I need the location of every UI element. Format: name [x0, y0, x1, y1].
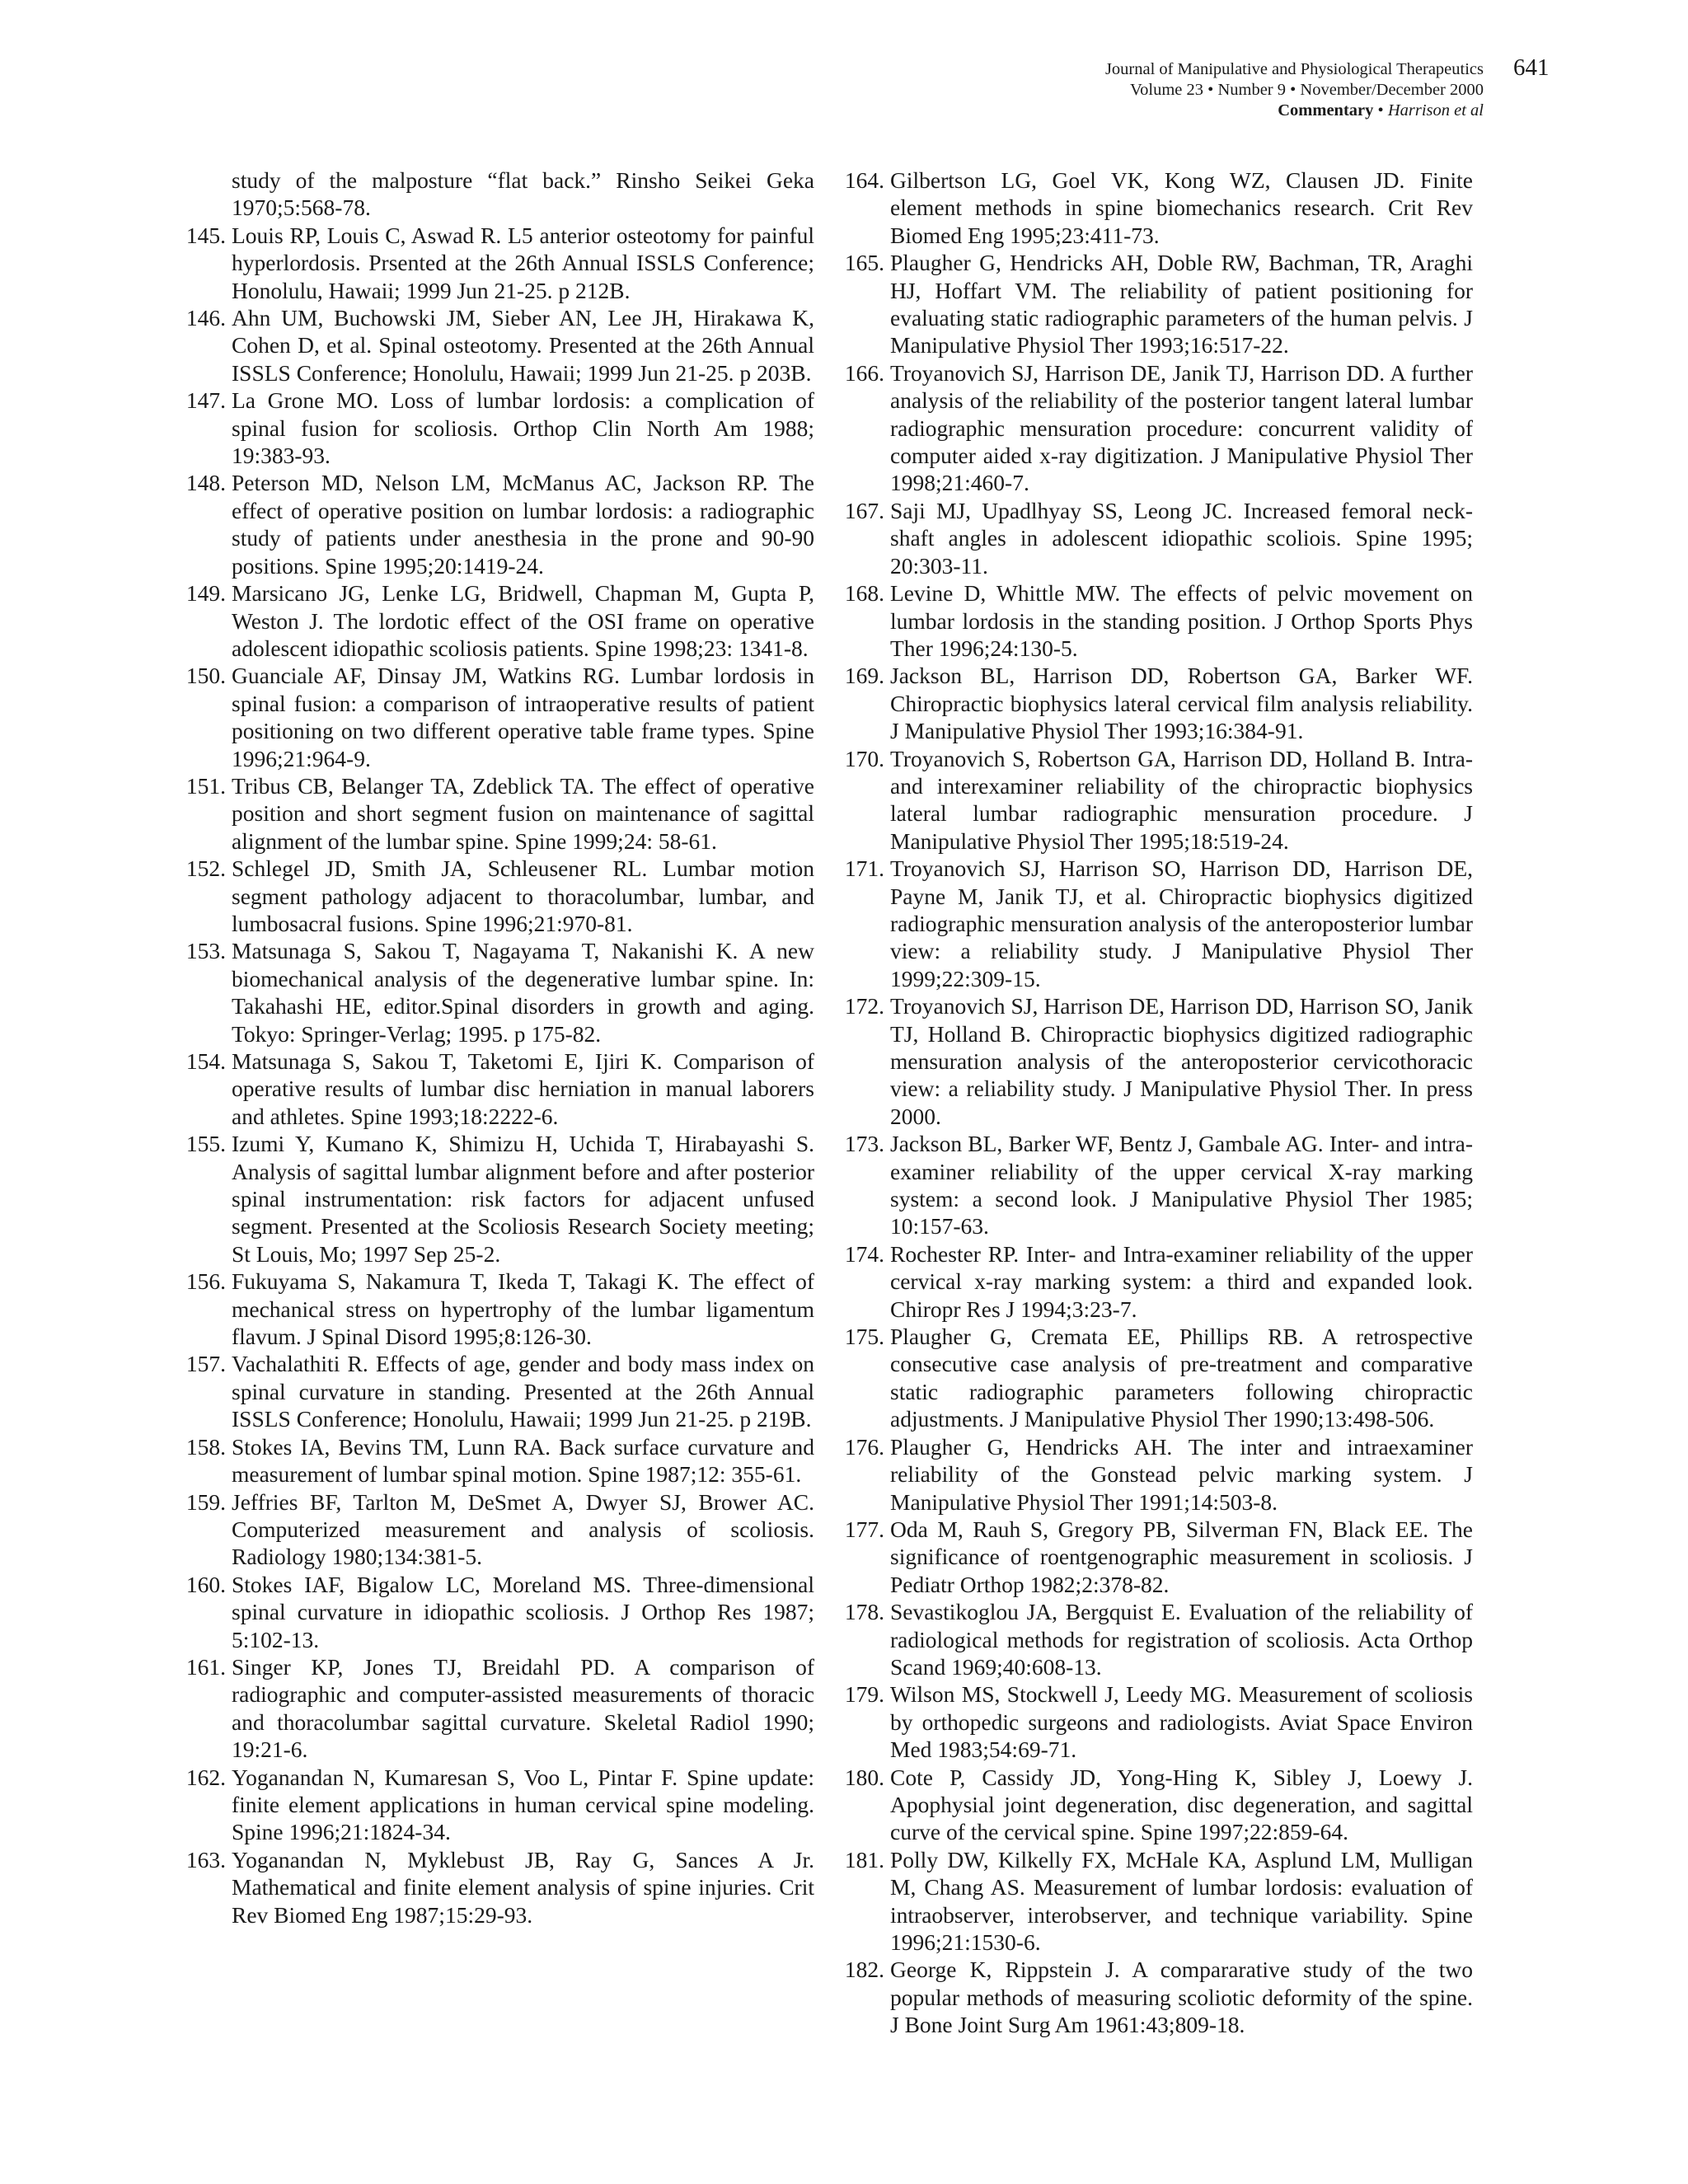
- reference-text: Levine D, Whittle MW. The effects of pelvic movement on lumbar lordosis in the standing position. J Orthop Sports Phys Ther 1996;24:130-5.: [890, 580, 1473, 661]
- reference-continuation: [195, 166, 814, 222]
- reference-item: [844, 992, 1473, 1130]
- reference-number: 150.: [185, 663, 226, 689]
- reference-item: [185, 387, 814, 469]
- reference-item: [185, 1433, 814, 1488]
- reference-number: 182.: [844, 1957, 884, 1983]
- reference-number: 162.: [185, 1764, 226, 1790]
- reference-item: [844, 662, 1473, 744]
- reference-text: Fukuyama S, Nakamura T, Ikeda T, Takagi K. The effect of mechanical stress on hypertrophy of the lumbar ligamentum flavum. J Spinal Disord 1995;8:126-30.: [232, 1268, 814, 1350]
- reference-item: [844, 1598, 1473, 1680]
- reference-text: Rochester RP. Inter- and Intra-examiner reliability of the upper cervical x-ray marking system: a third and expanded look. Chiropr Res J 1994;3:23-7.: [890, 1240, 1473, 1322]
- reference-text: Stokes IAF, Bigalow LC, Moreland MS. Three-dimensional spinal curvature in idiopathic scoliosis. J Orthop Res 1987; 5:102-13.: [232, 1571, 814, 1652]
- reference-text: Polly DW, Kilkelly FX, McHale KA, Asplund LM, Mulligan M, Chang AS. Measurement of lumbar lordosis: evaluation of intraobserver, interobserver, and technique variability. Spine 1996;21:1530-6.: [890, 1846, 1473, 1955]
- reference-text: Ahn UM, Buchowski JM, Sieber AN, Lee JH, Hirakawa K, Cohen D, et al. Spinal osteotomy. Presented at the 26th Annual ISSLS Conference; Honolulu, Hawaii; 1999 Jun 21-25. p 203B.: [232, 305, 814, 386]
- reference-number: 174.: [844, 1240, 884, 1267]
- reference-item: [844, 1516, 1473, 1598]
- reference-text: Plaugher G, Hendricks AH. The inter and intraexaminer reliability of the Gonstead pelvic marking system. J Manipulative Physiol Ther 1991;14:503-8.: [890, 1433, 1473, 1515]
- reference-text: Singer KP, Jones TJ, Breidahl PD. A comparison of radiographic and computer-assisted measurements of thoracic and thoracolumbar sagittal curvature. Skeletal Radiol 1990; 19:21-6.: [232, 1653, 814, 1763]
- reference-column-right: [844, 166, 1473, 2039]
- reference-item: [185, 1764, 814, 1846]
- reference-number: 151.: [185, 772, 226, 799]
- reference-number: 166.: [844, 359, 884, 386]
- reference-item: [185, 1571, 814, 1653]
- reference-text: George K, Rippstein J. A compararative study of the two popular methods of measuring scoliotic deformity of the spine. J Bone Joint Surg Am 1961:43;809-18.: [890, 1957, 1473, 2038]
- reference-item: [185, 937, 814, 1047]
- reference-text: Izumi Y, Kumano K, Shimizu H, Uchida T, Hirabayashi S. Analysis of sagittal lumbar alignment before and after posterior spinal instrumentation: risk factors for adjacent unfused segment. Presented at the Scoliosis Research Society meeting; St Louis, Mo; 1997 Sep 25-2.: [232, 1131, 814, 1267]
- reference-text: Troyanovich SJ, Harrison DE, Harrison DD, Harrison SO, Janik TJ, Holland B. Chiropractic biophysics digitized radiographic mensuration analysis of the anteroposterior cervicothoracic view: a reliability study. J Manipulative Physiol Ther. In press 2000.: [890, 993, 1473, 1129]
- reference-number: 160.: [185, 1571, 226, 1597]
- reference-item: [185, 1846, 814, 1929]
- article-section: [742, 101, 1484, 121]
- reference-text: Yoganandan N, Kumaresan S, Voo L, Pintar F. Spine update: finite element applications in human cervical spine modeling. Spine 1996;21:1824-34.: [232, 1764, 814, 1845]
- reference-number: 148.: [185, 470, 226, 496]
- reference-number: 159.: [185, 1488, 226, 1515]
- reference-item: [844, 1240, 1473, 1323]
- reference-text: Tribus CB, Belanger TA, Zdeblick TA. The effect of operative position and short segment fusion on maintenance of sagittal alignment of the lumbar spine. Spine 1999;24: 58-61.: [232, 772, 814, 854]
- section-separator: •: [1373, 101, 1388, 120]
- reference-text: Jackson BL, Barker WF, Bentz J, Gambale AG. Inter- and intra-examiner reliability of the upper cervical X-ray marking system: a second look. J Manipulative Physiol Ther 1985; 10:157-63.: [890, 1131, 1473, 1240]
- reference-number: 175.: [844, 1324, 884, 1350]
- reference-number: 173.: [844, 1131, 884, 1157]
- reference-item: [185, 1350, 814, 1432]
- reference-text: Jackson BL, Harrison DD, Robertson GA, Barker WF. Chiropractic biophysics lateral cervical film analysis reliability. J Manipulative Physiol Ther 1993;16:384-91.: [890, 663, 1473, 744]
- reference-item: [185, 304, 814, 387]
- reference-number: 167.: [844, 497, 884, 523]
- reference-number: 171.: [844, 855, 884, 882]
- reference-number: 147.: [185, 387, 226, 414]
- reference-number: 155.: [185, 1131, 226, 1157]
- reference-text: Louis RP, Louis C, Aswad R. L5 anterior osteotomy for painful hyperlordosis. Prsented at the 26th Annual ISSLS Conference; Honolulu, Hawaii; 1999 Jun 21-25. p 212B.: [232, 222, 814, 303]
- reference-text: Cote P, Cassidy JD, Yong-Hing K, Sibley J, Loewy J. Apophysial joint degeneration, disc degeneration, and sagittal curve of the cervical spine. Spine 1997;22:859-64.: [890, 1764, 1473, 1845]
- reference-number: 178.: [844, 1599, 884, 1625]
- reference-item: [185, 1653, 814, 1764]
- reference-text: Plaugher G, Cremata EE, Phillips RB. A retrospective consecutive case analysis of pre-treatment and comparative static radiographic parameters following chiropractic adjustments. J Manipulative Physiol Ther 1990;13:498-506.: [890, 1324, 1473, 1432]
- reference-item: [844, 1323, 1473, 1433]
- reference-item: [844, 1956, 1473, 2038]
- reference-number: 158.: [185, 1433, 226, 1460]
- reference-number: 156.: [185, 1268, 226, 1295]
- reference-item: [185, 579, 814, 662]
- reference-item: [185, 1047, 814, 1130]
- reference-text: Peterson MD, Nelson LM, McManus AC, Jackson RP. The effect of operative position on lumbar lordosis: a radiographic study of patients under anesthesia in the prone and 90-90 positions. Spine 1995;20:1419-24.: [232, 470, 814, 579]
- reference-text: Sevastikoglou JA, Bergquist E. Evaluation of the reliability of radiological methods for registration of scoliosis. Acta Orthop Scand 1969;40:608-13.: [890, 1599, 1473, 1680]
- reference-text: study of the malposture “flat back.” Rinsho Seikei Geka 1970;5:568-78.: [232, 167, 814, 221]
- reference-item: [185, 469, 814, 579]
- reference-number: 146.: [185, 305, 226, 331]
- reference-number: 149.: [185, 580, 226, 607]
- reference-number: 181.: [844, 1846, 884, 1872]
- reference-number: 164.: [844, 167, 884, 193]
- reference-text: Saji MJ, Upadlhyay SS, Leong JC. Increased femoral neck-shaft angles in adolescent idiopathic scoliois. Spine 1995; 20:303-11.: [890, 497, 1473, 579]
- reference-text: Troyanovich SJ, Harrison DE, Janik TJ, Harrison DD. A further analysis of the reliability of the posterior tangent lateral lumbar radiographic mensuration procedure: concurrent validity of computer aided x-ray digitization. J Manipulative Physiol Ther 1998;21:460-7.: [890, 359, 1473, 496]
- reference-text: Vachalathiti R. Effects of age, gender and body mass index on spinal curvature in standing. Presented at the 26th Annual ISSLS Conference; Honolulu, Hawaii; 1999 Jun 21-25. p 219B.: [232, 1351, 814, 1432]
- page-number: 641: [1513, 54, 1550, 81]
- reference-item: [844, 359, 1473, 497]
- reference-item: [844, 1846, 1473, 1957]
- reference-item: [844, 1130, 1473, 1240]
- reference-number: 180.: [844, 1764, 884, 1790]
- reference-item: [185, 772, 814, 855]
- reference-item: [844, 1764, 1473, 1846]
- running-header: [742, 59, 1484, 121]
- reference-number: 176.: [844, 1433, 884, 1460]
- reference-text: La Grone MO. Loss of lumbar lordosis: a complication of spinal fusion for scoliosis. Orthop Clin North Am 1988; 19:383-93.: [232, 387, 814, 469]
- reference-text: Marsicano JG, Lenke LG, Bridwell, Chapman M, Gupta P, Weston J. The lordotic effect of the OSI frame on operative adolescent idiopathic scoliosis patients. Spine 1998;23: 1341-8.: [232, 580, 814, 661]
- reference-number: 172.: [844, 993, 884, 1019]
- reference-number: 169.: [844, 663, 884, 689]
- reference-text: Matsunaga S, Sakou T, Taketomi E, Ijiri K. Comparison of operative results of lumbar disc herniation in manual laborers and athletes. Spine 1993;18:2222-6.: [232, 1048, 814, 1129]
- reference-text: Troyanovich SJ, Harrison SO, Harrison DD, Harrison DE, Payne M, Janik TJ, et al. Chiropractic biophysics digitized radiographic mensuration analysis of the anteroposterior lumbar view: a reliability study. J Manipulative Physiol Ther 1999;22:309-15.: [890, 855, 1473, 991]
- reference-text: Jeffries BF, Tarlton M, DeSmet A, Dwyer SJ, Brower AC. Computerized measurement and analysis of scoliosis. Radiology 1980;134:381-5.: [232, 1488, 814, 1570]
- reference-number: 165.: [844, 250, 884, 276]
- reference-item: [844, 497, 1473, 579]
- reference-item: [185, 855, 814, 937]
- reference-item: [185, 1488, 814, 1571]
- reference-item: [185, 662, 814, 772]
- reference-text: Matsunaga S, Sakou T, Nagayama T, Nakanishi K. A new biomechanical analysis of the degenerative lumbar spine. In: Takahashi HE, editor.Spinal disorders in growth and aging. Tokyo: Springer-Verlag; 1995. p 175-82.: [232, 938, 814, 1047]
- journal-title: Journal of Manipulative and Physiological Therapeutics: [1104, 60, 1484, 78]
- reference-item: [185, 1268, 814, 1350]
- reference-number: 179.: [844, 1681, 884, 1708]
- reference-item: [185, 222, 814, 304]
- section-label: Commentary: [1278, 101, 1374, 120]
- reference-text: Guanciale AF, Dinsay JM, Watkins RG. Lumbar lordosis in spinal fusion: a comparison of intraoperative results of patient positioning on two different operative table frame types. Spine 1996;21:964-9.: [232, 663, 814, 771]
- reference-text: Schlegel JD, Smith JA, Schleusener RL. Lumbar motion segment pathology adjacent to thoracolumbar, lumbar, and lumbosacral fusions. Spine 1996;21:970-81.: [232, 855, 814, 936]
- reference-text: Plaugher G, Hendricks AH, Doble RW, Bachman, TR, Araghi HJ, Hoffart VM. The reliability of patient positioning for evaluating static radiographic parameters of the human pelvis. J Manipulative Physiol Ther 1993;16:517-22.: [890, 250, 1473, 359]
- reference-number: 163.: [185, 1846, 226, 1872]
- reference-item: [844, 745, 1473, 855]
- issue-info: Volume 23 • Number 9 • November/December 2000: [1130, 81, 1484, 99]
- reference-item: [844, 855, 1473, 992]
- reference-number: 145.: [185, 222, 226, 248]
- reference-text: Oda M, Rauh S, Gregory PB, Silverman FN, Black EE. The significance of roentgenographic measurement in scoliosis. J Pediatr Orthop 1982;2:378-82.: [890, 1516, 1473, 1597]
- article-authors: Harrison et al: [1387, 101, 1484, 120]
- reference-item: [844, 166, 1473, 249]
- reference-number: 168.: [844, 580, 884, 607]
- reference-number: 153.: [185, 938, 226, 964]
- reference-text: Wilson MS, Stockwell J, Leedy MG. Measurement of scoliosis by orthopedic surgeons and radiologists. Aviat Space Environ Med 1983;54:69-71.: [890, 1681, 1473, 1763]
- reference-text: Yoganandan N, Myklebust JB, Ray G, Sances A Jr. Mathematical and finite element analysis of spine injuries. Crit Rev Biomed Eng 1987;15:29-93.: [232, 1846, 814, 1928]
- reference-number: 177.: [844, 1516, 884, 1542]
- reference-number: 154.: [185, 1048, 226, 1074]
- reference-text: Gilbertson LG, Goel VK, Kong WZ, Clausen JD. Finite element methods in spine biomechanics research. Crit Rev Biomed Eng 1995;23:411-73.: [890, 167, 1473, 248]
- reference-number: 161.: [185, 1653, 226, 1680]
- reference-item: [185, 1130, 814, 1268]
- reference-number: 170.: [844, 745, 884, 771]
- reference-number: 157.: [185, 1351, 226, 1377]
- reference-item: [844, 579, 1473, 662]
- reference-item: [844, 1680, 1473, 1763]
- reference-text: Troyanovich S, Robertson GA, Harrison DD, Holland B. Intra- and interexaminer reliability of the chiropractic biophysics lateral lumbar radiographic mensuration procedure. J Manipulative Physiol Ther 1995;18:519-24.: [890, 745, 1473, 854]
- reference-item: [844, 249, 1473, 359]
- reference-item: [844, 1433, 1473, 1516]
- reference-number: 152.: [185, 855, 226, 882]
- reference-column-left: [185, 166, 814, 1929]
- reference-text: Stokes IA, Bevins TM, Lunn RA. Back surface curvature and measurement of lumbar spinal motion. Spine 1987;12: 355-61.: [232, 1433, 814, 1488]
